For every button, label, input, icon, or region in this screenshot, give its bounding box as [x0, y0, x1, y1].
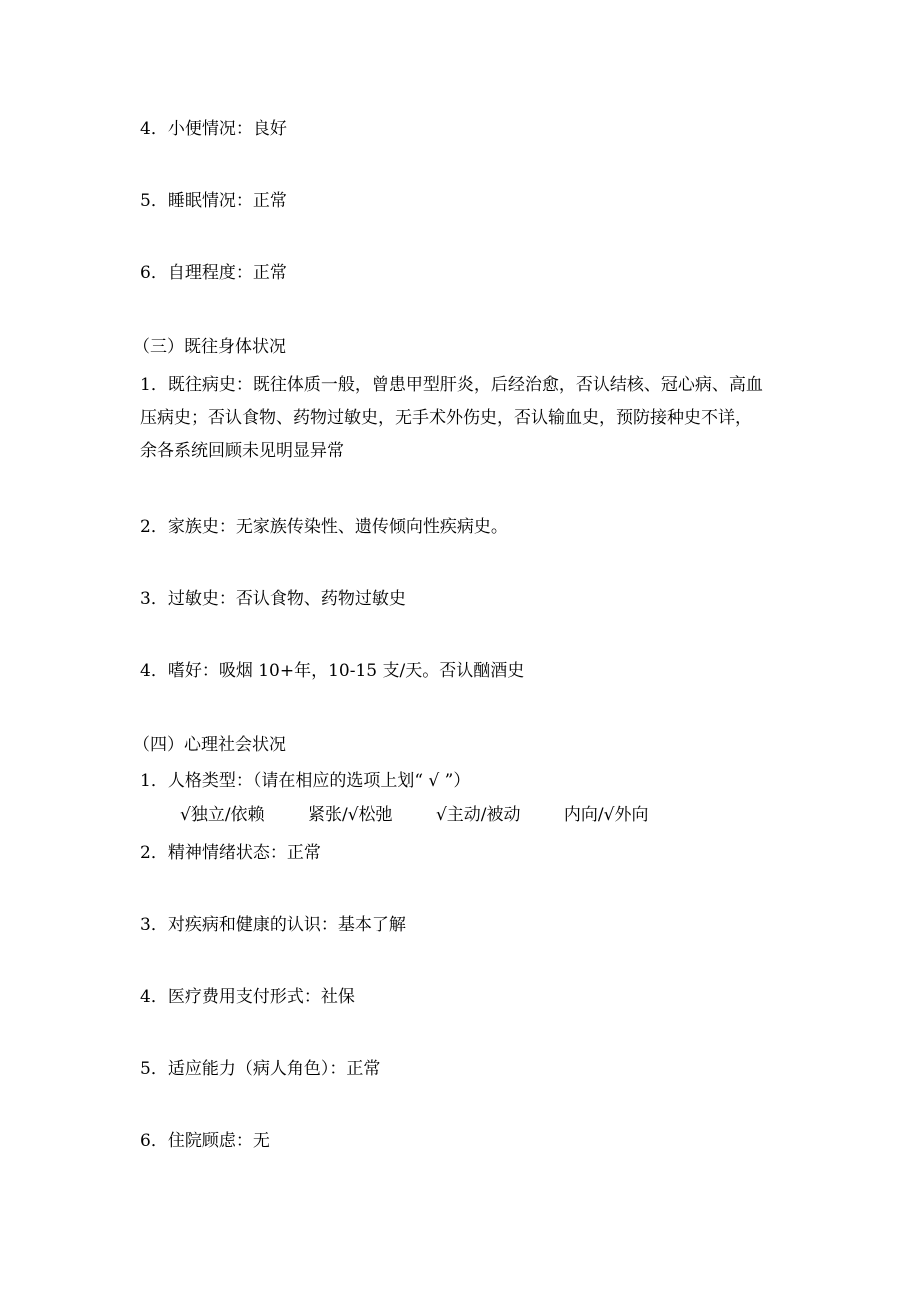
option-tension: 紧张/√松弛: [307, 805, 393, 825]
hospital-concerns: 6．住院顾虑：无: [140, 1131, 270, 1151]
past-health-heading: （三）既往身体状况: [133, 337, 286, 357]
option-independence: √独立/依赖: [180, 805, 265, 825]
allergy-history: 3．过敏史：否认食物、药物过敏史: [140, 589, 406, 609]
urine-status: 4．小便情况：良好: [140, 119, 287, 139]
self-care-status: 6．自理程度：正常: [140, 263, 287, 283]
adaptation-ability: 5．适应能力（病人角色）：正常: [140, 1059, 381, 1079]
payment-method: 4．医疗费用支付形式：社保: [140, 987, 355, 1007]
habits: 4．嗜好：吸烟 10+年，10-15 支/天。否认酗酒史: [140, 661, 525, 681]
mood-status: 2．精神情绪状态：正常: [140, 843, 321, 863]
personality-options: [180, 802, 686, 828]
sleep-status: 5．睡眠情况：正常: [140, 191, 287, 211]
psycho-social-heading: （四）心理社会状况: [133, 735, 286, 755]
option-initiative: √主动/被动: [435, 805, 521, 825]
history-line-1: 1．既往病史：既往体质一般，曾患甲型肝炎，后经治愈，否认结核、冠心病、高血: [140, 375, 763, 395]
history-line-3: 余各系统回顾未见明显异常: [140, 441, 344, 461]
history-line-2: 压病史；否认食物、药物过敏史，无手术外伤史，否认输血史，预防接种史不详，: [140, 408, 752, 428]
disease-understanding: 3．对疾病和健康的认识：基本了解: [140, 915, 406, 935]
past-medical-history: [140, 369, 805, 468]
family-history: 2．家族史：无家族传染性、遗传倾向性疾病史。: [140, 517, 508, 537]
personality-type: 1．人格类型：（请在相应的选项上划“ √ ”）: [140, 771, 471, 791]
option-introversion: 内向/√外向: [563, 805, 649, 825]
